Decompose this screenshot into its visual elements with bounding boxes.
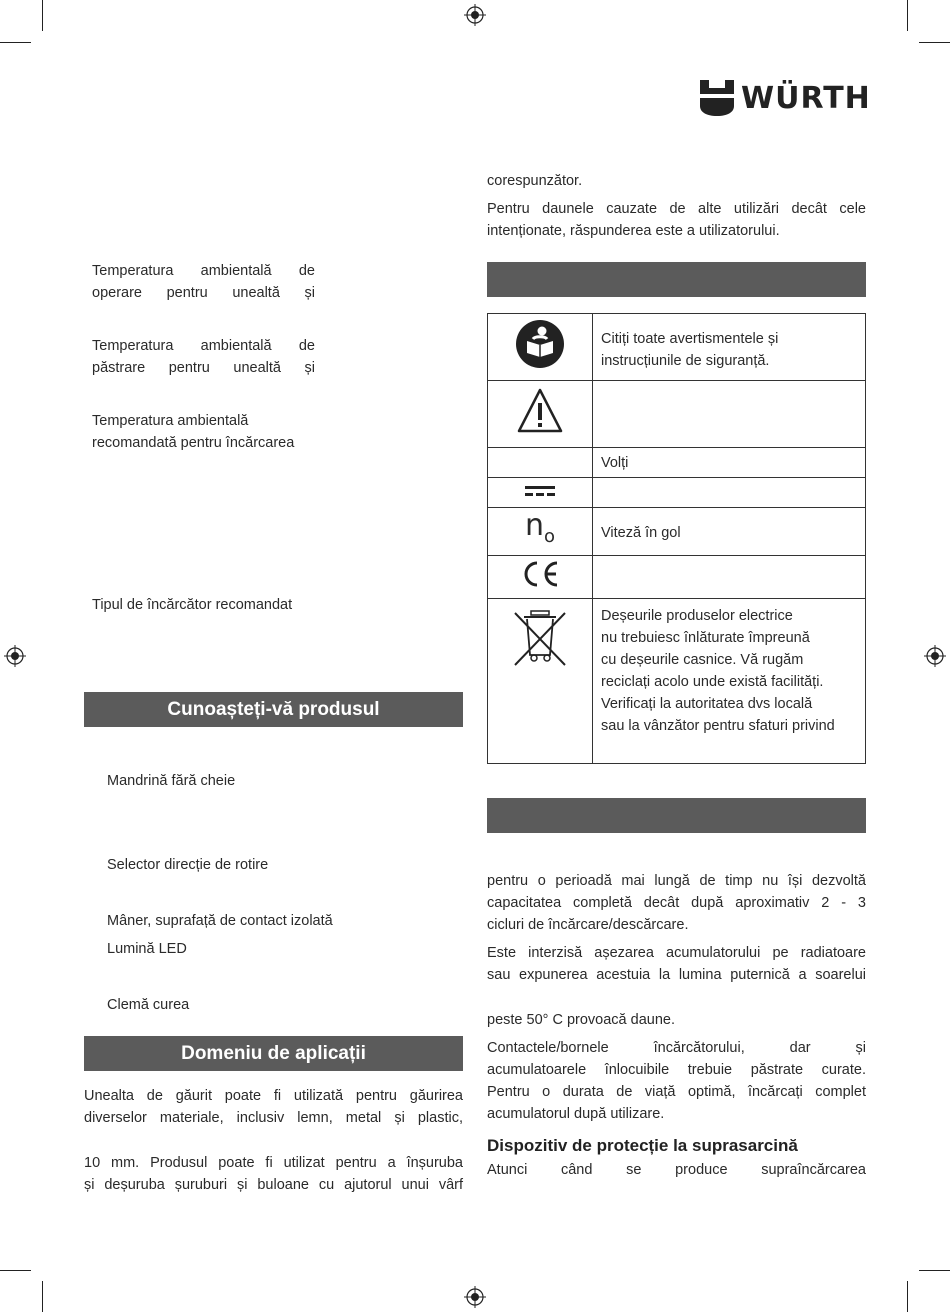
symbol-text: instrucțiunile de siguranță. [601, 353, 770, 369]
crop-mark [42, 0, 43, 31]
spec-label: Temperatura ambientală de [92, 338, 315, 354]
direct-current-icon [524, 485, 556, 497]
application-text: 10 mm. Produsul poate fi utilizat pentru a înșuruba [84, 1155, 463, 1171]
product-part-item: Selector direcție de rotire [107, 857, 269, 873]
product-part-item: Lumină LED [107, 941, 187, 957]
section-heading-know-product: Cunoașteți-vă produsul [84, 692, 463, 727]
usage-text: intenționate, răspunderea este a utilizatorului. [487, 223, 780, 239]
wurth-logo-icon [700, 80, 734, 116]
symbol-text: Viteză în gol [601, 525, 681, 541]
symbol-text: Verificați la autoritatea dvs locală [601, 696, 813, 712]
symbol-cell [488, 314, 593, 381]
symbol-text: cu deșeurile casnice. Vă rugăm [601, 652, 804, 668]
registration-mark-icon [924, 645, 946, 667]
battery-text: Contactele/bornele încărcătorului, dar și [487, 1040, 866, 1056]
symbol-description [593, 314, 866, 381]
symbol-description [593, 599, 866, 764]
crop-mark [0, 42, 31, 43]
overload-heading: Dispozitiv de protecție la suprasarcină [487, 1136, 798, 1155]
product-part-item: Mâner, suprafață de contact izolată [107, 913, 333, 929]
battery-text: acumulatoarele înlocuibile trebuie păstrate curate. [487, 1062, 866, 1078]
brand-name: WÜRTH [741, 81, 871, 116]
spec-label: Temperatura ambientală de [92, 263, 315, 279]
battery-text: peste 50° C provoacă daune. [487, 1012, 675, 1028]
application-text: Unealta de găurit poate fi utilizată pentru găurirea [84, 1088, 463, 1104]
symbol-subscript: o [544, 526, 556, 547]
weee-bin-icon [511, 607, 569, 667]
crop-mark [919, 1270, 950, 1271]
symbol-cell [488, 381, 593, 448]
section-heading-application: Domeniu de aplicații [84, 1036, 463, 1071]
spec-label: Temperatura ambientală [92, 413, 249, 429]
read-manual-icon [515, 319, 565, 369]
usage-text: corespunzător. [487, 173, 583, 189]
battery-text: Pentru o durata de viață optimă, încărcați complet [487, 1084, 866, 1100]
symbols-table [487, 313, 866, 764]
symbol-description [593, 381, 866, 448]
table-row [488, 478, 866, 508]
crop-mark [919, 42, 950, 43]
symbol-description [593, 556, 866, 599]
symbol-cell [488, 448, 593, 478]
symbol-text: sau la vânzător pentru sfaturi privind [601, 718, 835, 734]
warning-triangle-icon [516, 387, 564, 435]
crop-mark [42, 1281, 43, 1312]
table-row [488, 508, 866, 556]
symbol-text: Citiți toate avertismentele și [601, 331, 779, 347]
ce-mark-icon [488, 556, 593, 599]
product-part-item: Mandrină fără cheie [107, 773, 236, 789]
spec-label: recomandată pentru încărcarea [92, 435, 295, 451]
battery-text: pentru o perioadă mai lungă de timp nu își dezvoltă [487, 873, 866, 889]
table-row [488, 556, 866, 599]
spec-label: păstrare pentru unealtă și [92, 360, 315, 376]
registration-mark-icon [464, 4, 486, 26]
symbol-text: nu trebuiesc înlăturate împreună [601, 630, 810, 646]
table-row [488, 314, 866, 381]
spec-label: operare pentru unealtă și [92, 285, 315, 301]
registration-mark-icon [4, 645, 26, 667]
crop-mark [0, 1270, 31, 1271]
application-text: diverselor materiale, inclusiv lemn, metal și plastic, [84, 1110, 463, 1126]
spec-label: Tipul de încărcător recomandat [92, 597, 293, 613]
symbol-text: Deșeurile produselor electrice [601, 608, 793, 624]
battery-text: capacitatea completă decât după aproximativ 2 - 3 [487, 895, 866, 911]
symbol-description [593, 478, 866, 508]
symbol-cell [488, 599, 593, 764]
section-heading-battery [487, 798, 866, 833]
usage-text: Pentru daunele cauzate de alte utilizări decât cele [487, 201, 866, 217]
crop-mark [907, 1281, 908, 1312]
ce-mark-svg [520, 560, 560, 588]
table-row [488, 599, 866, 764]
battery-text: Este interzisă așezarea acumulatorului pe radiatoare [487, 945, 866, 961]
battery-text: acumulatorul după utilizare. [487, 1106, 665, 1122]
table-row [488, 448, 866, 478]
registration-mark-icon [464, 1286, 486, 1308]
application-text: și deșuruba șuruburi și buloane cu ajutorul unui vârf [84, 1177, 463, 1193]
symbol-description [593, 448, 866, 478]
symbol-glyph: n [524, 508, 544, 543]
no-load-speed-icon [488, 508, 593, 556]
table-row [488, 381, 866, 448]
battery-text: cicluri de încărcare/descărcare. [487, 917, 689, 933]
section-heading-symbols [487, 262, 866, 297]
battery-text: sau expunerea acestuia la lumina puternică a soarelui [487, 967, 866, 983]
symbol-description [593, 508, 866, 556]
symbol-text: Volți [601, 455, 629, 471]
symbol-text: reciclați acolo unde există facilități. [601, 674, 824, 690]
crop-mark [907, 0, 908, 31]
symbol-cell [488, 478, 593, 508]
overload-text: Atunci când se produce supraîncărcarea [487, 1162, 866, 1178]
product-part-item: Clemă curea [107, 997, 190, 1013]
